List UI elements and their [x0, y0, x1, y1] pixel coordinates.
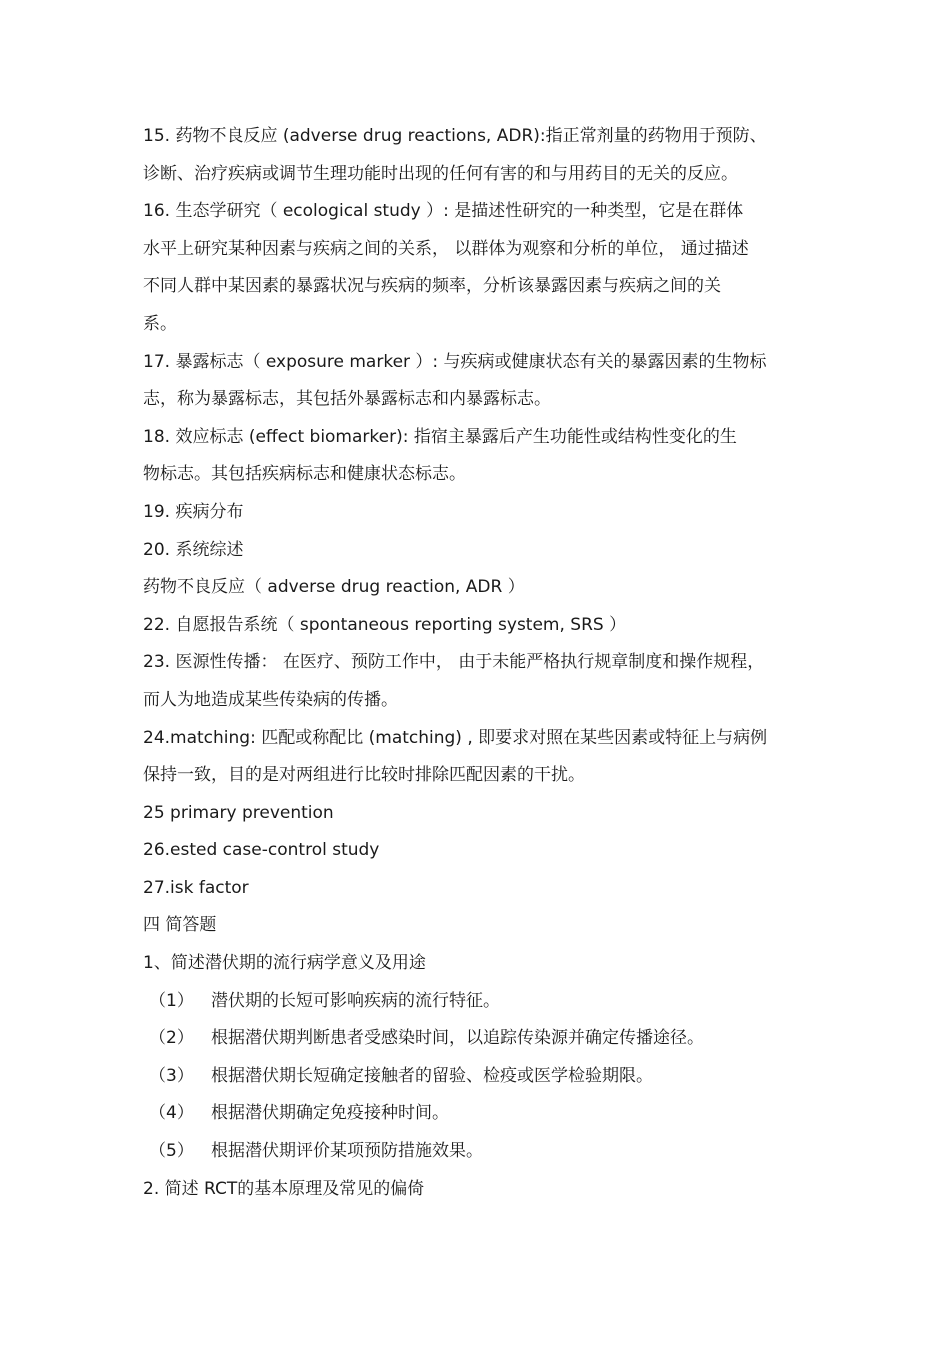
text-line: 20. 系统综述 [143, 539, 244, 560]
list-item-text: 潜伏期的长短可影响疾病的流行特征。 [211, 990, 500, 1011]
text-line: 志，称为暴露标志，其包括外暴露标志和内暴露标志。 [143, 389, 551, 410]
list-item-text: 根据潜伏期评价某项预防措施效果。 [211, 1141, 483, 1162]
text-line: 22. 自愿报告系统（ spontaneous reporting system, SRS ） [143, 614, 627, 635]
list-item [143, 1133, 808, 1171]
question-heading: 1、简述潜伏期的流行病学意义及用途 [143, 953, 426, 974]
list-item-number: （2） [149, 1028, 194, 1049]
list-item [143, 1095, 808, 1133]
document-page [143, 118, 808, 1208]
text-line: 药物不良反应（ adverse drug reaction, ADR ） [143, 577, 525, 598]
text-line: 18. 效应标志 (effect biomarker): 指宿主暴露后产生功能性或结构性变化的生 [143, 426, 737, 447]
text-line: 不同人群中某因素的暴露状况与疾病的频率，分析该暴露因素与疾病之间的关 [143, 276, 721, 297]
list-item-number: （1） [149, 990, 194, 1011]
text-line: 17. 暴露标志（ exposure marker ）: 与疾病或健康状态有关的暴露因素的生物标 [143, 351, 767, 372]
list-item [143, 1058, 808, 1096]
text-line: 物标志。其包括疾病标志和健康状态标志。 [143, 464, 466, 485]
text-line: 诊断、治疗疾病或调节生理功能时出现的任何有害的和与用药目的无关的反应。 [143, 163, 738, 184]
text-line: 23. 医源性传播： 在医疗、预防工作中， 由于未能严格执行规章制度和操作规程， [143, 652, 765, 673]
list-item-number: （4） [149, 1103, 194, 1124]
text-line: 而人为地造成某些传染病的传播。 [143, 689, 398, 710]
section-heading: 四 简答题 [143, 915, 217, 936]
list-item-text: 根据潜伏期判断患者受感染时间，以追踪传染源并确定传播途径。 [211, 1028, 704, 1049]
text-line: 16. 生态学研究（ ecological study ）: 是描述性研究的一种类型，它是在群体 [143, 201, 744, 222]
list-item-number: （5） [149, 1141, 194, 1162]
text-line: 保持一致，目的是对两组进行比较时排除匹配因素的干扰。 [143, 765, 585, 786]
list-item [143, 1020, 808, 1058]
list-item-number: （3） [149, 1065, 194, 1086]
text-line: 24.matching: 匹配或称配比 (matching) , 即要求对照在某些因素或特征上与病例 [143, 727, 768, 748]
text-line: 系。 [143, 313, 177, 334]
text-line: 27.isk factor [143, 877, 249, 898]
text-line: 25 primary prevention [143, 802, 334, 823]
list-item-text: 根据潜伏期长短确定接触者的留验、检疫或医学检验期限。 [211, 1065, 653, 1086]
text-line: 15. 药物不良反应 (adverse drug reactions, ADR):指正常剂量的药物用于预防、 [143, 126, 767, 146]
question-heading: 2. 简述 RCT的基本原理及常见的偏倚 [143, 1178, 425, 1199]
text-line: 19. 疾病分布 [143, 501, 244, 522]
text-line: 水平上研究某种因素与疾病之间的关系， 以群体为观察和分析的单位， 通过描述 [143, 238, 749, 259]
list-item [143, 983, 808, 1021]
list-item-text: 根据潜伏期确定免疫接种时间。 [211, 1103, 449, 1124]
text-line: 26.ested case-control study [143, 840, 380, 861]
